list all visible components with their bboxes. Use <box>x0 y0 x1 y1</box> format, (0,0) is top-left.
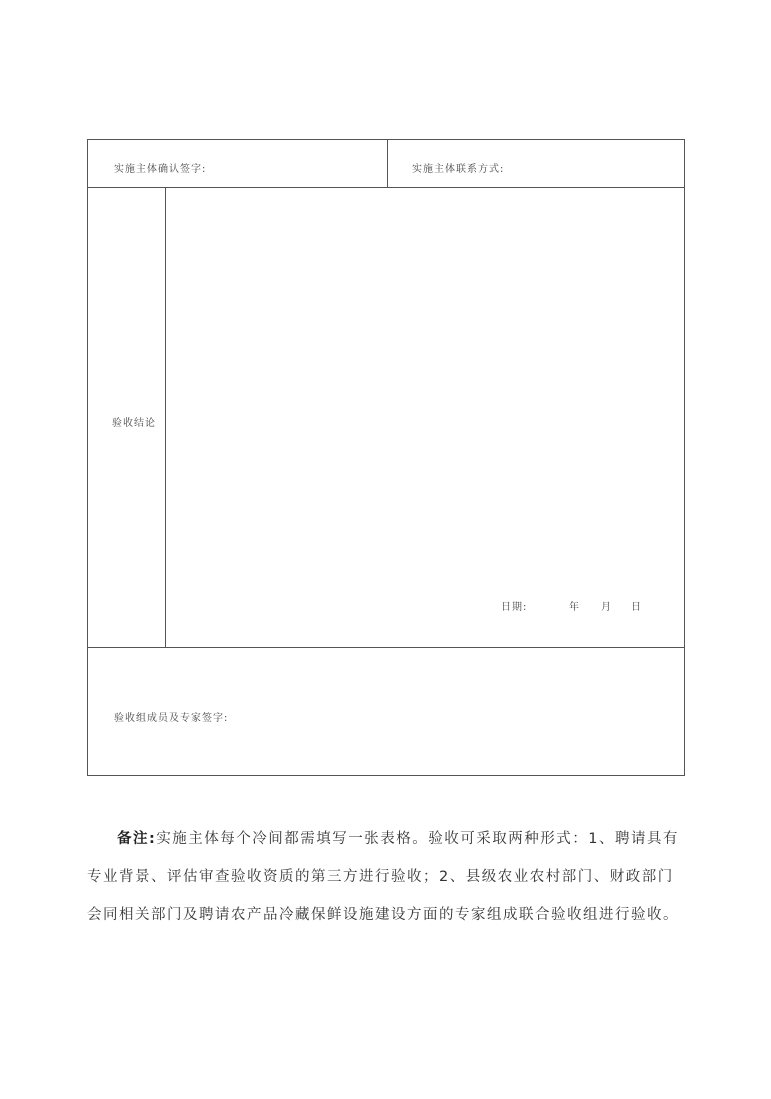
note-paragraph <box>87 820 687 934</box>
signature-label: 实施主体确认签字: <box>114 164 207 175</box>
date-label: 日期: <box>501 602 528 613</box>
conclusion-label-cell <box>88 188 166 647</box>
year-label: 年 <box>569 602 580 613</box>
signature-cell <box>88 140 388 187</box>
month-label: 月 <box>601 602 612 613</box>
contact-label: 实施主体联系方式: <box>412 164 505 175</box>
group-signature-row <box>88 648 684 775</box>
group-signature-label: 验收组成员及专家签字: <box>114 713 229 724</box>
conclusion-row <box>88 188 684 648</box>
contact-cell <box>388 140 684 187</box>
conclusion-content-cell <box>166 188 684 647</box>
note-heading: 备注: <box>117 831 157 847</box>
conclusion-label: 验收结论 <box>112 418 156 429</box>
signature-row <box>88 140 684 188</box>
note-text: 实施主体每个冷间都需填写一张表格。验收可采取两种形式：1、聘请具有专业背景、评估审查验收资质的第三方进行验收；2、县级农业农村部门、财政部门会同相关部门及聘请农产品冷藏保鲜设施建设方面的专家组成联合验收组进行验收。 <box>87 831 680 923</box>
day-label: 日 <box>631 602 642 613</box>
acceptance-form-table <box>87 139 685 776</box>
